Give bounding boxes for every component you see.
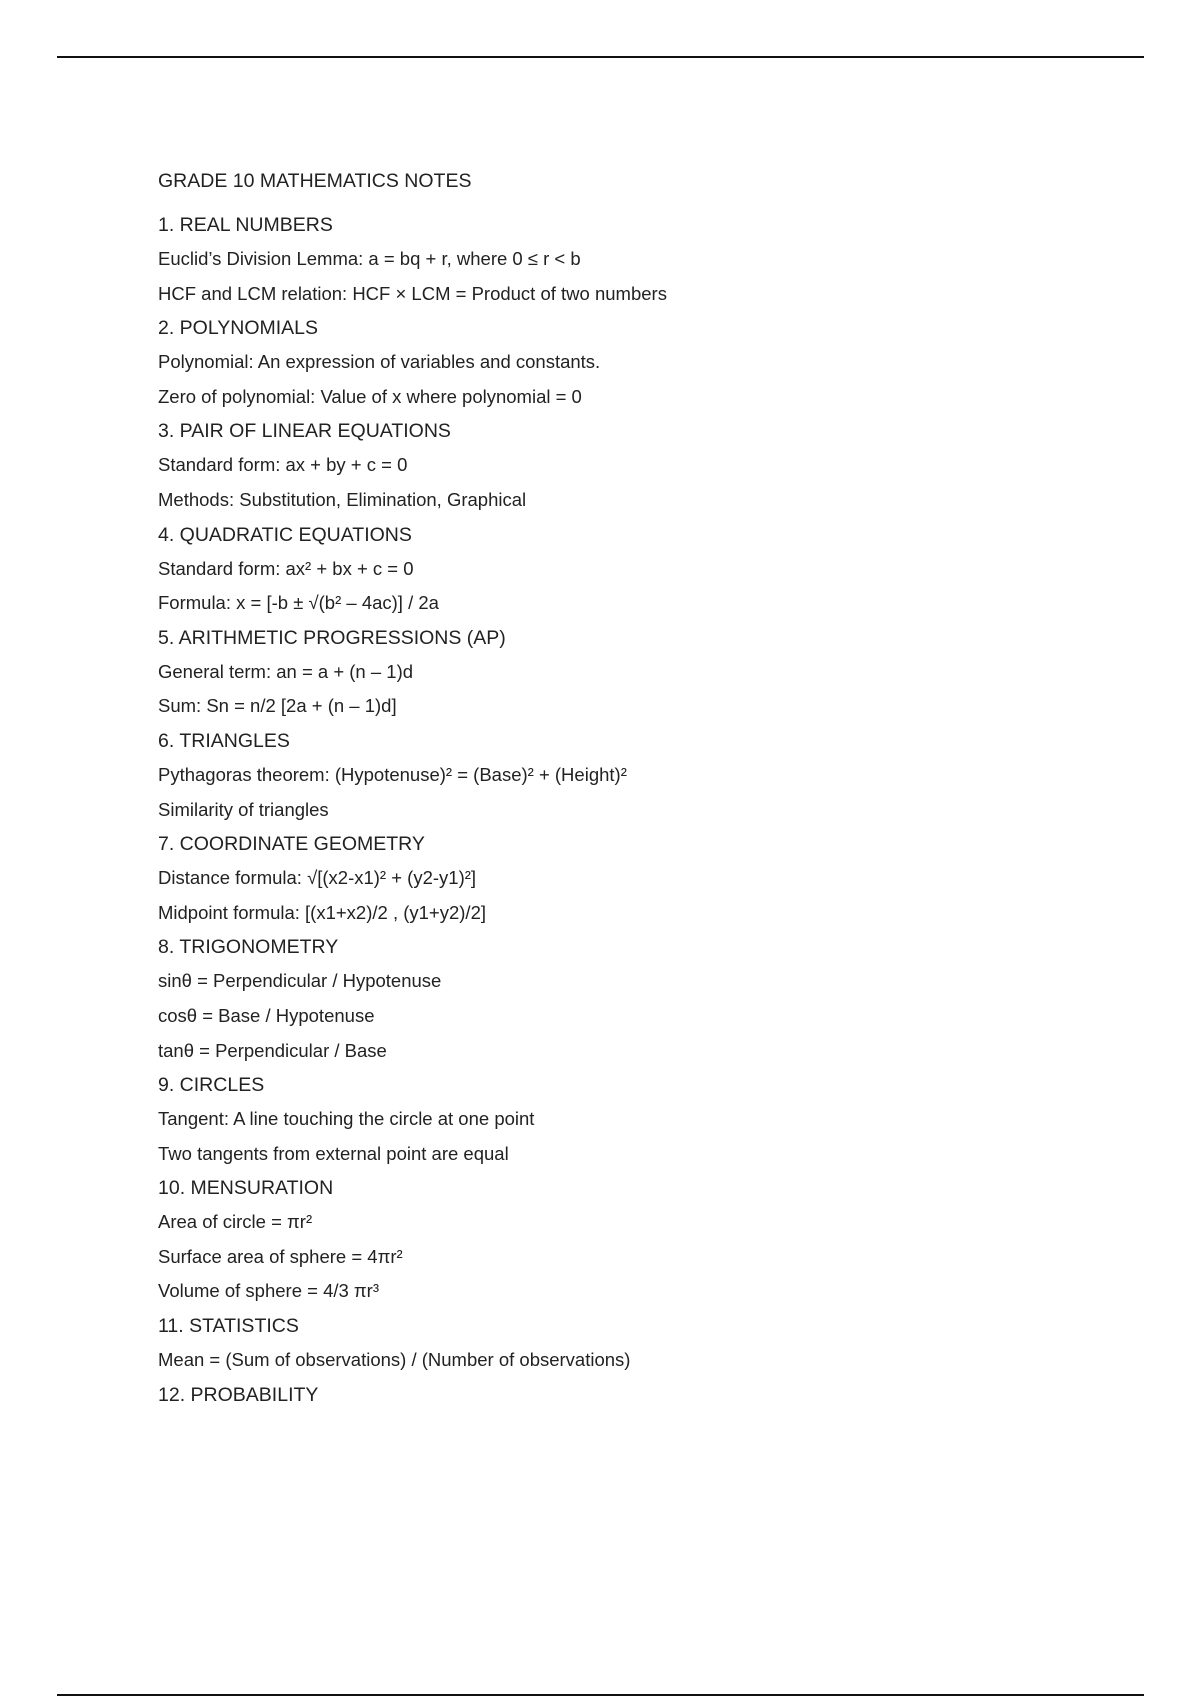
section-heading: 10. MENSURATION	[158, 1177, 334, 1200]
section	[158, 523, 1058, 616]
section-line: Zero of polynomial: Value of x where polynomial = 0	[158, 385, 582, 407]
section-line: Midpoint formula: [(x1+x2)/2 , (y1+y2)/2]	[158, 901, 486, 923]
section-heading: 8. TRIGONOMETRY	[158, 936, 339, 959]
section	[158, 1073, 1058, 1166]
section-heading: 3. PAIR OF LINEAR EQUATIONS	[158, 420, 451, 443]
section-line: Distance formula: √[(x2-x1)² + (y2-y1)²]	[158, 867, 477, 889]
section-line: cosθ = Base / Hypotenuse	[158, 1004, 375, 1026]
section-line: Formula: x = [-b ± √(b² – 4ac)] / 2a	[158, 592, 439, 614]
section-heading: 7. COORDINATE GEOMETRY	[158, 833, 425, 856]
section-heading: 5. ARITHMETIC PROGRESSIONS (AP)	[158, 626, 506, 649]
section-line: Surface area of sphere = 4πr²	[158, 1245, 403, 1267]
footer-rule	[57, 1694, 1144, 1696]
section	[158, 1383, 1058, 1407]
document-title: GRADE 10 MATHEMATICS NOTES	[158, 170, 472, 192]
header-rule	[57, 56, 1144, 58]
section-line: Pythagoras theorem: (Hypotenuse)² = (Base)² + (Height)²	[158, 763, 627, 785]
section-line: sinθ = Perpendicular / Hypotenuse	[158, 970, 442, 992]
section-line: General term: an = a + (n – 1)d	[158, 660, 414, 682]
section	[158, 1314, 1058, 1372]
section-line: Sum: Sn = n/2 [2a + (n – 1)d]	[158, 695, 397, 717]
section-line: tanθ = Perpendicular / Base	[158, 1039, 387, 1061]
section-heading: 1. REAL NUMBERS	[158, 214, 333, 236]
section-line: Area of circle = πr²	[158, 1211, 313, 1233]
section-line: Tangent: A line touching the circle at one point	[158, 1108, 535, 1130]
section-line: HCF and LCM relation: HCF × LCM = Product of two numbers	[158, 282, 667, 304]
section-line: Two tangents from external point are equal	[158, 1142, 509, 1164]
section	[158, 729, 1058, 822]
section-heading: 6. TRIANGLES	[158, 729, 290, 752]
section-line: Methods: Substitution, Elimination, Graphical	[158, 488, 527, 510]
section-line: Mean = (Sum of observations) / (Number of observations)	[158, 1349, 631, 1371]
section-heading: 4. QUADRATIC EQUATIONS	[158, 523, 412, 546]
section-heading: 12. PROBABILITY	[158, 1383, 319, 1406]
section-line: Volume of sphere = 4/3 πr³	[158, 1280, 380, 1302]
section-heading: 9. CIRCLES	[158, 1074, 265, 1097]
section	[158, 419, 1058, 512]
section-line: Standard form: ax + by + c = 0	[158, 454, 408, 476]
section-line: Standard form: ax² + bx + c = 0	[158, 557, 414, 579]
section-list	[158, 213, 1058, 1407]
section	[158, 213, 1058, 306]
section-line: Polynomial: An expression of variables and constants.	[158, 351, 601, 373]
section	[158, 1176, 1058, 1303]
section	[158, 935, 1058, 1062]
document-body	[158, 169, 1058, 1417]
section-line: Euclid’s Division Lemma: a = bq + r, where 0 ≤ r < b	[158, 248, 581, 269]
section	[158, 626, 1058, 719]
section-line: Similarity of triangles	[158, 798, 329, 820]
section	[158, 832, 1058, 925]
section-heading: 11. STATISTICS	[158, 1315, 299, 1338]
section	[158, 316, 1058, 409]
section-heading: 2. POLYNOMIALS	[158, 317, 319, 340]
